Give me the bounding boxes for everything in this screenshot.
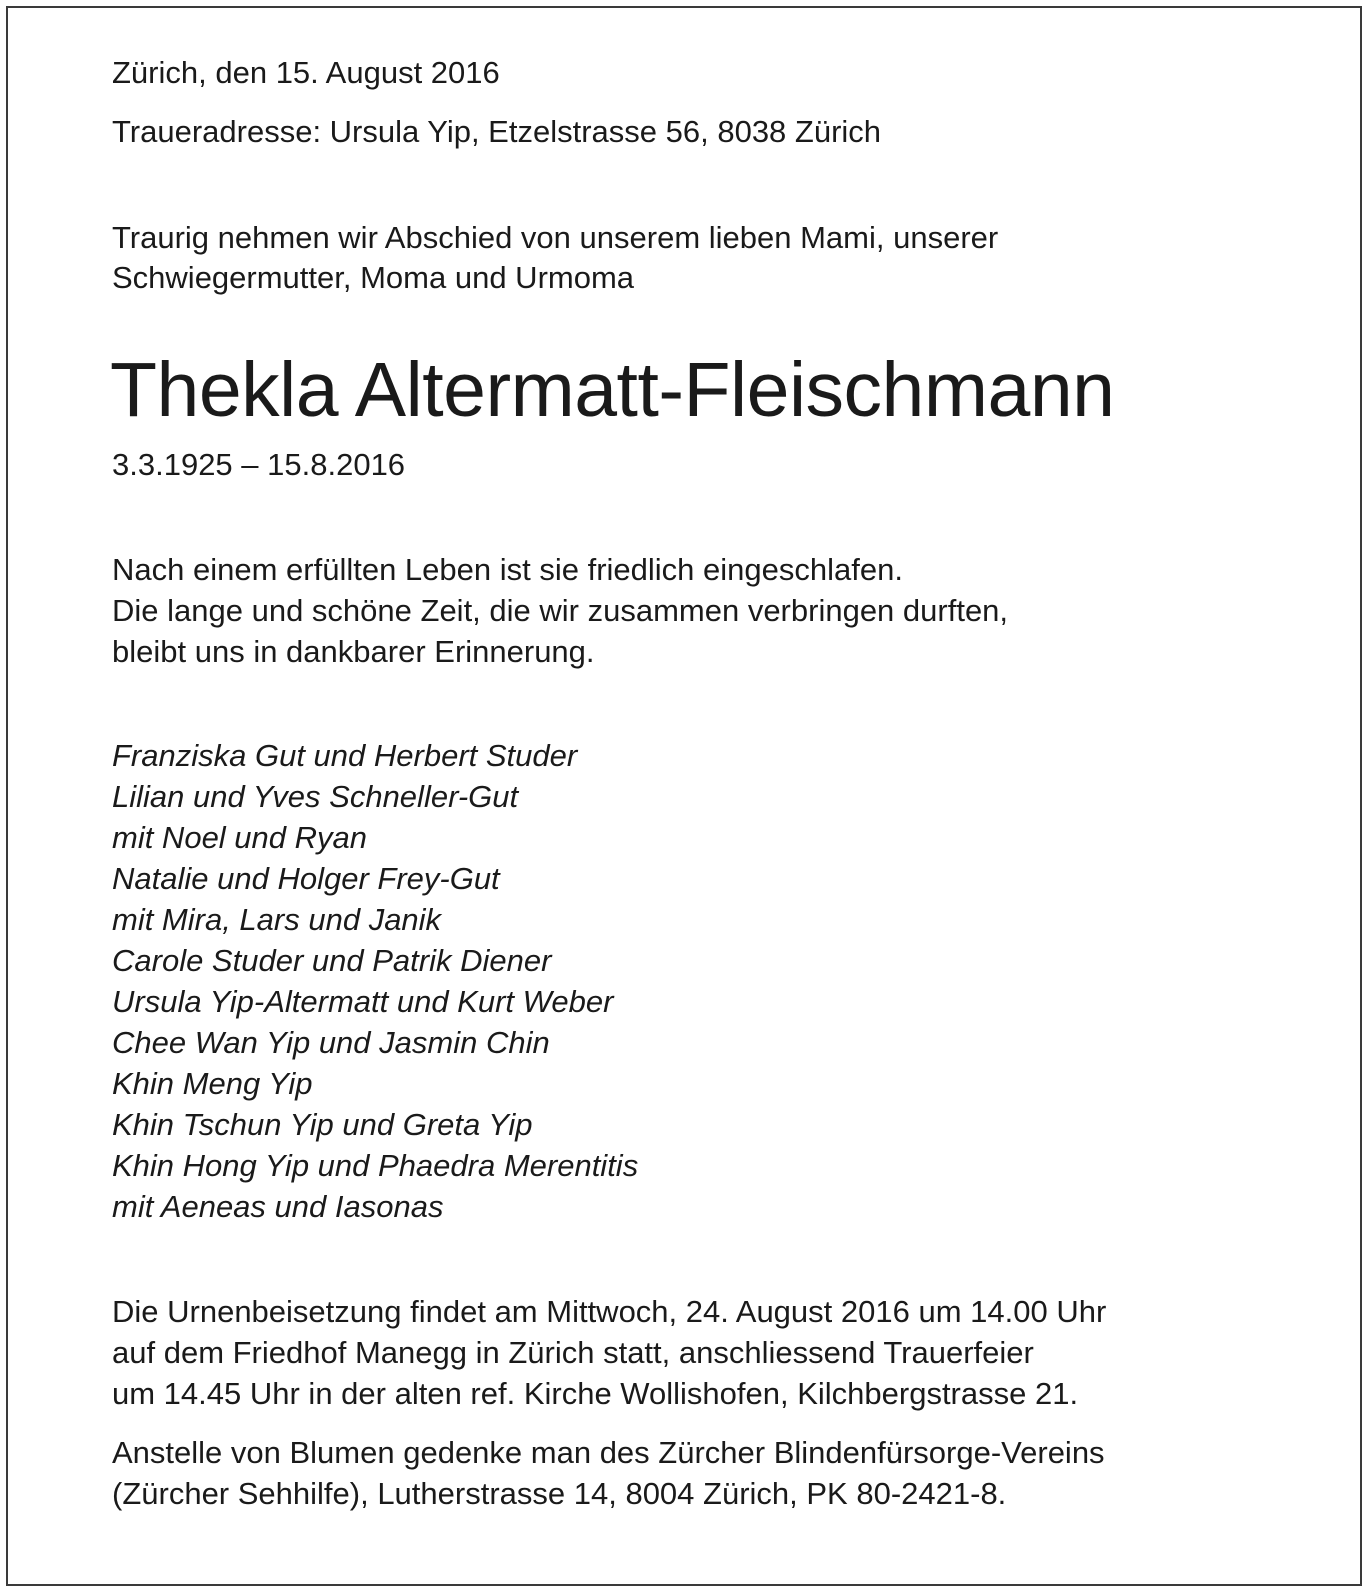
mourner-line: Khin Hong Yip und Phaedra Merentitis <box>112 1148 639 1183</box>
mourner-line: Natalie und Holger Frey-Gut <box>112 861 500 896</box>
mourner-line: Ursula Yip-Altermatt und Kurt Weber <box>112 984 614 1019</box>
message-line-2: Die lange und schöne Zeit, die wir zusammen verbringen durften, <box>112 593 1009 628</box>
mourner-line: mit Noel und Ryan <box>112 820 368 855</box>
mourner-line: mit Aeneas und Iasonas <box>112 1189 444 1224</box>
mourner-line: Franziska Gut und Herbert Studer <box>112 738 578 773</box>
intro-line-1: Traurig nehmen wir Abschied von unserem lieben Mami, unserer <box>112 220 999 255</box>
mourner-line: Lilian und Yves Schneller-Gut <box>112 779 519 814</box>
mourner-line: Chee Wan Yip und Jasmin Chin <box>112 1025 550 1060</box>
donation-line-1: Anstelle von Blumen gedenke man des Zürcher Blindenfürsorge-Vereins <box>112 1435 1105 1470</box>
life-dates: 3.3.1925 – 15.8.2016 <box>112 447 406 482</box>
mourner-line: Khin Tschun Yip und Greta Yip <box>112 1107 533 1142</box>
message-line-3: bleibt uns in dankbarer Erinnerung. <box>112 634 595 669</box>
deceased-name: Thekla Altermatt-Fleischmann <box>110 347 1115 433</box>
ceremony-line-3: um 14.45 Uhr in der alten ref. Kirche Wollishofen, Kilchbergstrasse 21. <box>112 1376 1079 1411</box>
donation-line-2: (Zürcher Sehhilfe), Lutherstrasse 14, 8004 Zürich, PK 80-2421-8. <box>112 1476 1007 1511</box>
ceremony-line-1: Die Urnenbeisetzung findet am Mittwoch, 24. August 2016 um 14.00 Uhr <box>112 1294 1107 1329</box>
ceremony-line-2: auf dem Friedhof Manegg in Zürich statt, anschliessend Trauerfeier <box>112 1335 1034 1370</box>
mourning-address: Traueradresse: Ursula Yip, Etzelstrasse 56, 8038 Zürich <box>112 114 882 149</box>
mourner-line: mit Mira, Lars und Janik <box>112 902 442 937</box>
mourner-line: Carole Studer und Patrik Diener <box>112 943 552 978</box>
message-line-1: Nach einem erfüllten Leben ist sie friedlich eingeschlafen. <box>112 552 903 587</box>
place-date: Zürich, den 15. August 2016 <box>112 55 500 90</box>
mourner-line: Khin Meng Yip <box>112 1066 313 1101</box>
intro-line-2: Schwiegermutter, Moma und Urmoma <box>112 260 635 295</box>
